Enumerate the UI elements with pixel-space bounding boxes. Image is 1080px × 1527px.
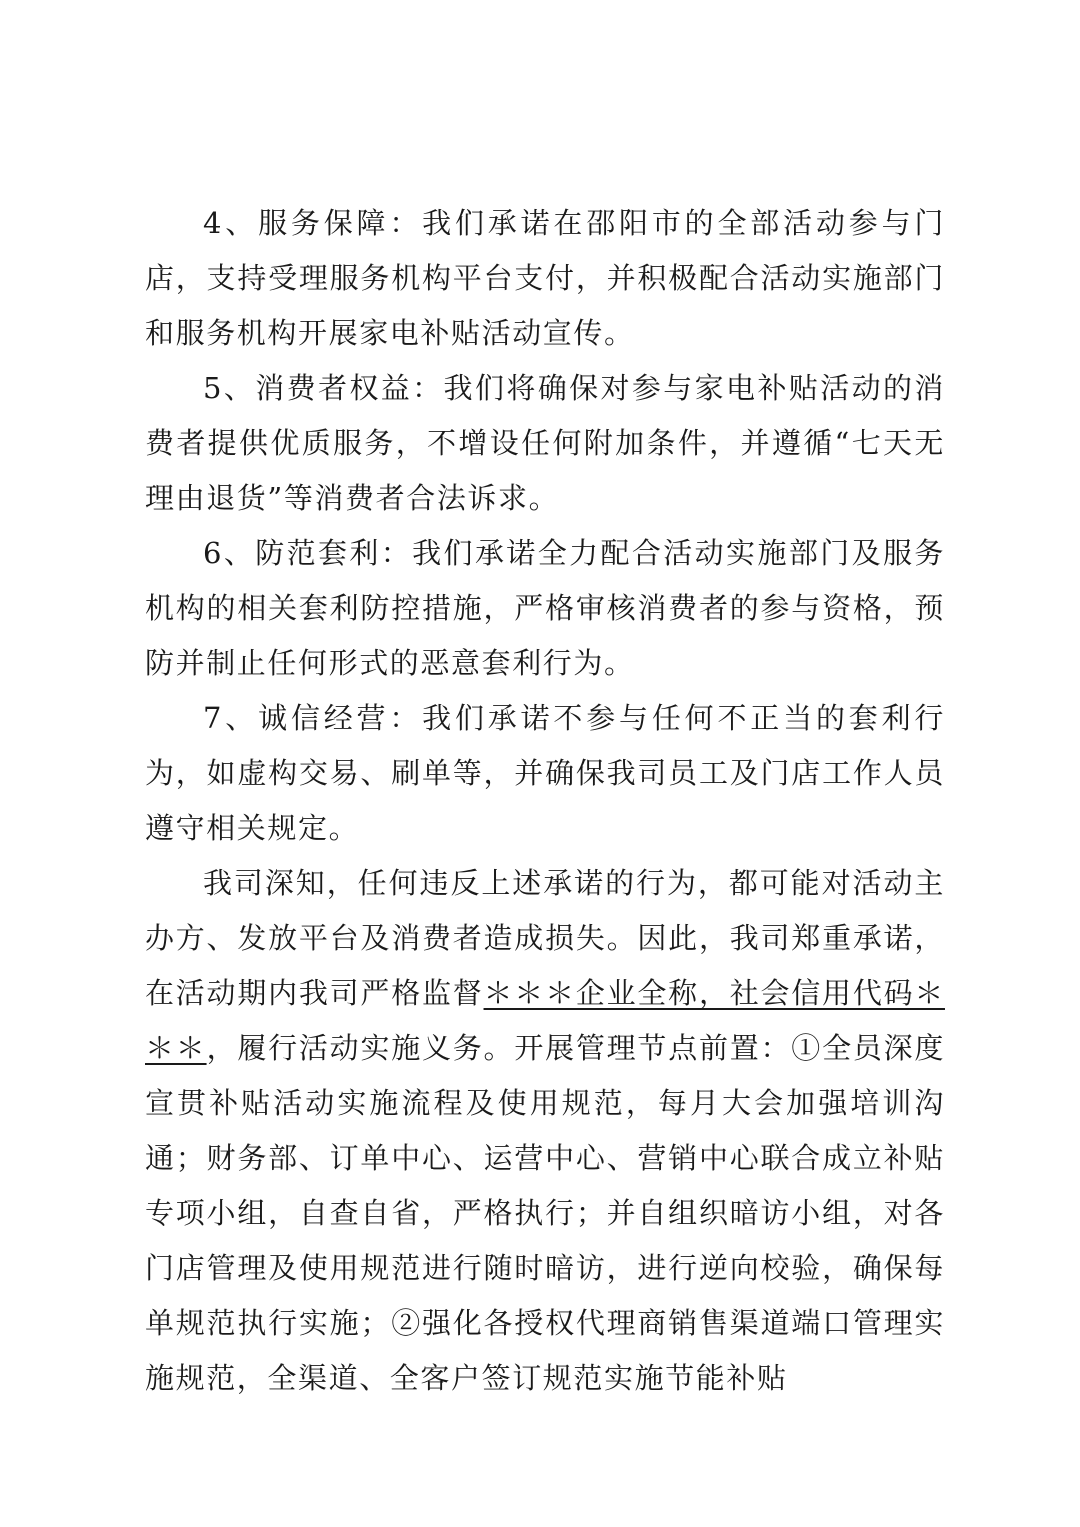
closing-text-after: ，履行活动实施义务。开展管理节点前置：①全员深度宣贯补贴活动实施流程及使用规范，每月大会加强培训沟通；财务部、订单中心、运营中心、营销中心联合成立补贴专项小组，自查自省，严格执行；并自组织暗访小组，对各门店管理及使用规范进行随时暗访，进行逆向校验，确保每单规范执行实施；②强化各授权代理商销售渠道端口管理实施规范，全渠道、全客户签订规范实施节能补贴: [145, 1031, 946, 1395]
document-body: [145, 196, 945, 1406]
commitment-item-5: 5、消费者权益：我们将确保对参与家电补贴活动的消费者提供优质服务，不增设任何附加条件，并遵循“七天无理由退货”等消费者合法诉求。: [145, 371, 945, 515]
commitment-item-7: 7、诚信经营：我们承诺不参与任何不正当的套利行为，如虚构交易、刷单等，并确保我司员工及门店工作人员遵守相关规定。: [145, 701, 945, 845]
closing-paragraph: [145, 856, 945, 1406]
commitment-item-4: 4、服务保障：我们承诺在邵阳市的全部活动参与门店，支持受理服务机构平台支付，并积极配合活动实施部门和服务机构开展家电补贴活动宣传。: [145, 206, 945, 350]
commitment-item-6: 6、防范套利：我们承诺全力配合活动实施部门及服务机构的相关套利防控措施，严格审核消费者的参与资格，预防并制止任何形式的恶意套利行为。: [145, 536, 945, 680]
closing-text-before: 我司深知，任何违反上述承诺的行为，都可能对活动主办方、发放平台及消费者造成损失。因此，我司郑重承诺，在活动期内我司严格监督: [145, 866, 945, 1010]
company-placeholder-underlined: ＊＊＊企业全称，社会信用代码＊＊＊: [145, 976, 945, 1065]
